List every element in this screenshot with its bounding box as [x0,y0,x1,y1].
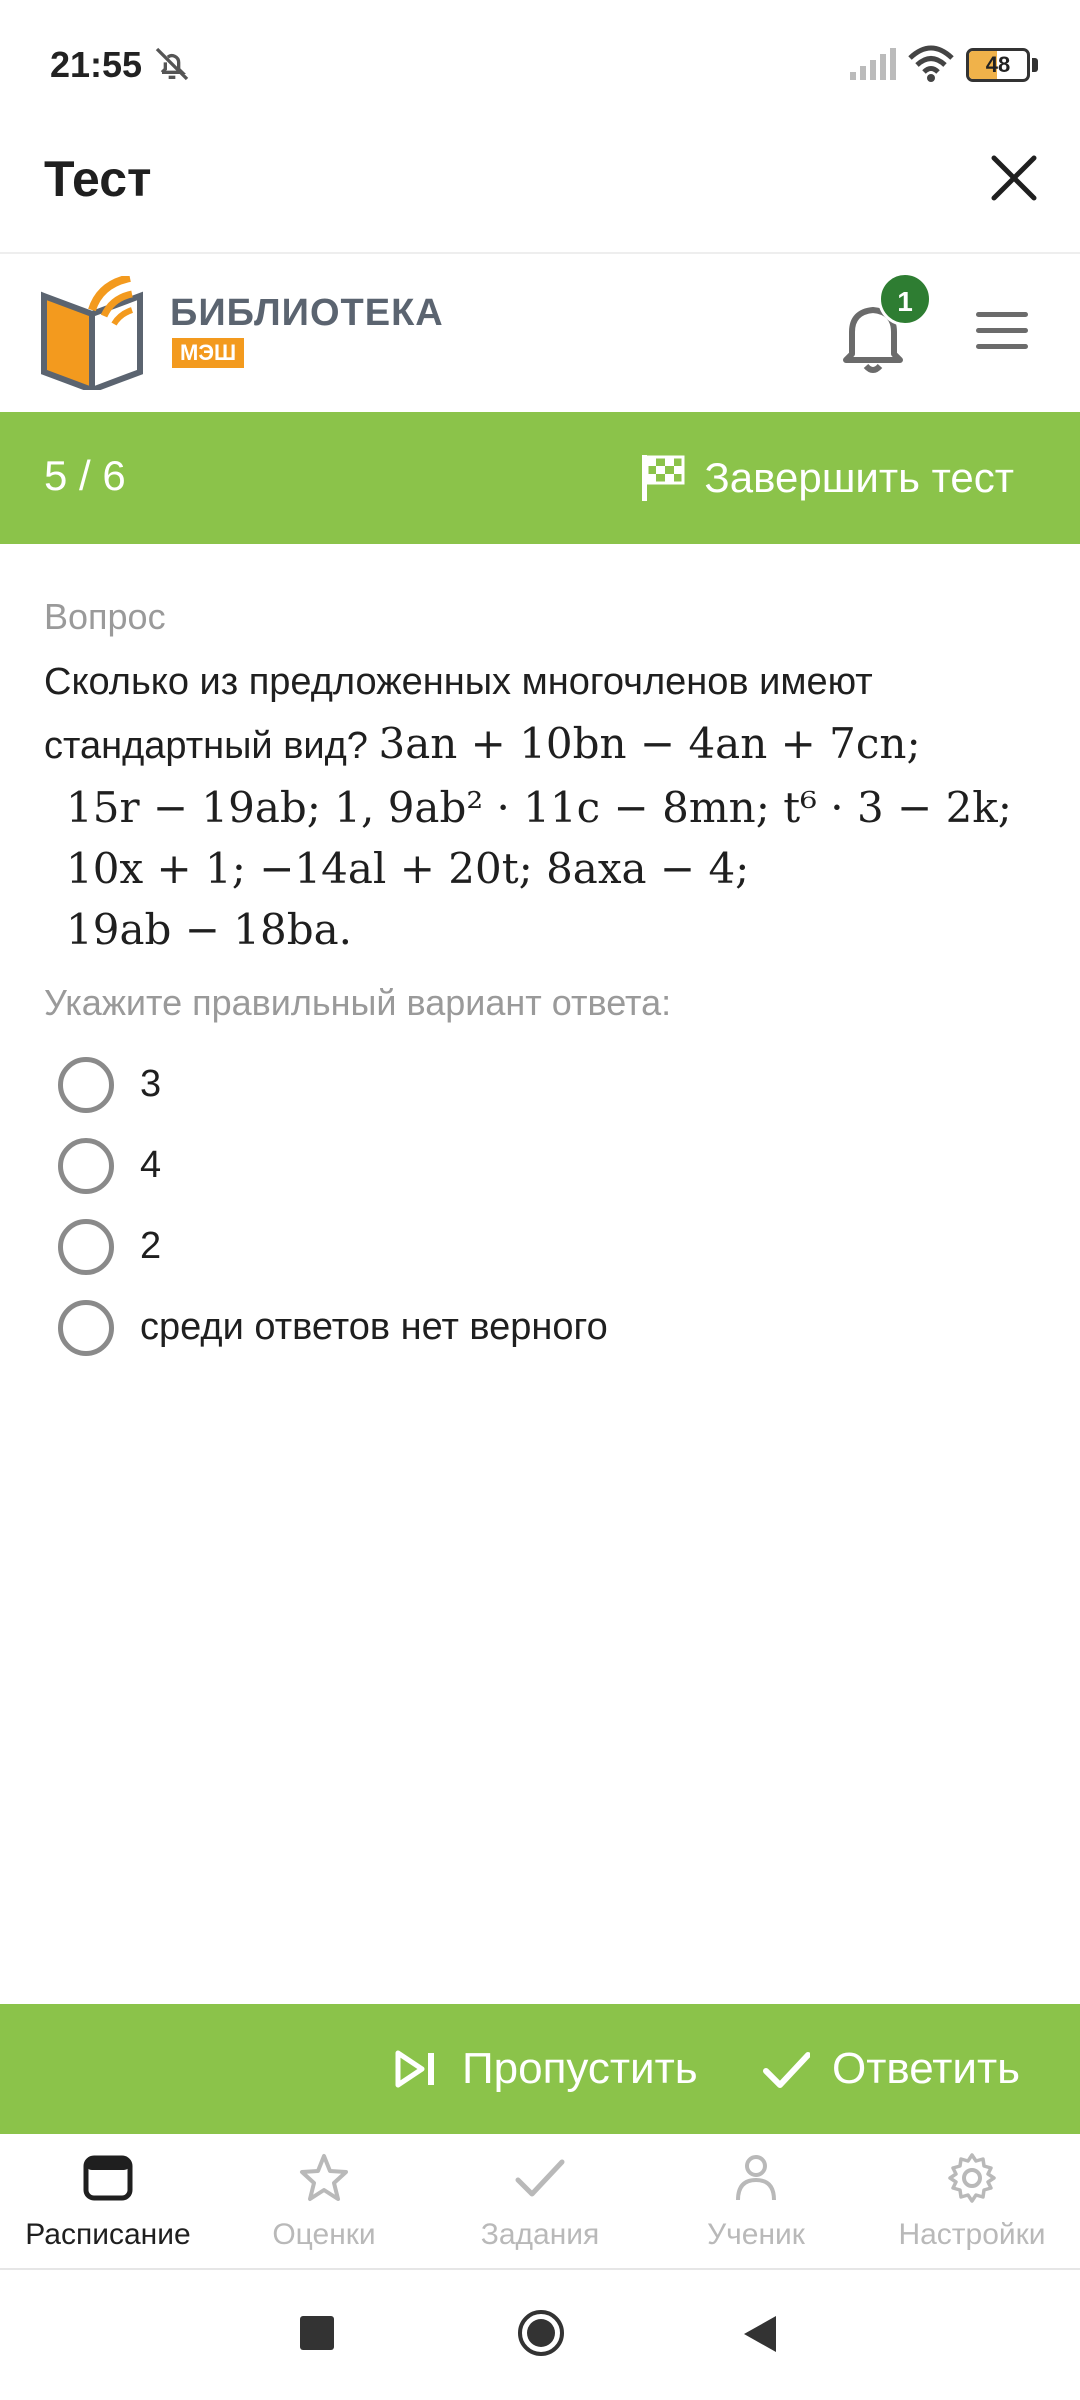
answer-button[interactable] [762,2038,1020,2100]
finish-test-label: Завершить тест [704,454,1014,501]
answer-instruction: Укажите правильный вариант ответа: [44,982,672,1023]
answer-option[interactable] [58,1044,1038,1125]
skip-button[interactable] [392,2038,698,2100]
nav-label: Расписание [25,2218,191,2251]
calendar-icon [82,2152,134,2204]
answer-option[interactable] [58,1287,1038,1368]
signal-icon [848,48,896,82]
nav-label: Задания [480,2218,600,2251]
radio-button[interactable] [58,1300,114,1356]
nav-item-settings[interactable] [864,2134,1080,2270]
menu-icon[interactable] [976,312,1032,356]
nav-label: Оценки [272,2218,376,2251]
checkered-flag-icon [640,453,686,503]
bell-off-icon [152,44,192,84]
skip-next-icon [392,2045,440,2093]
answer-label: Ответить [832,2044,1021,2093]
wifi-icon [906,44,956,84]
answer-option[interactable] [58,1206,1038,1287]
nav-item-schedule[interactable] [0,2134,216,2270]
question-text [44,652,1044,960]
math-expression-2: 15r − 19ab; 1, 9ab² · 11c − 8mn; t⁶ · 3 − 2k; [66,783,1012,832]
answer-options [58,1044,1038,1368]
check-icon [762,2045,810,2093]
option-label: 4 [140,1144,162,1186]
person-icon [730,2152,782,2204]
nav-item-student[interactable] [648,2134,864,2270]
system-nav-bar [0,2272,1080,2400]
close-icon[interactable] [986,150,1042,206]
question-block [44,596,1044,960]
nav-label: Ученик [707,2218,805,2251]
status-time: 21:55 [50,44,143,85]
question-prompt: Сколько из предложенных многочленов имеют стандартный вид? [44,661,873,767]
nav-item-tasks[interactable] [432,2134,648,2270]
library-bar [0,256,1080,410]
option-label: 2 [140,1225,162,1267]
notification-badge: 1 [878,272,932,326]
battery-indicator [966,48,1038,82]
action-bar [0,2004,1080,2134]
home-button[interactable] [516,2308,566,2358]
question-counter: 5 / 6 [44,452,126,499]
answer-option[interactable] [58,1125,1038,1206]
page-title: Тест [44,151,152,207]
skip-label: Пропустить [462,2044,698,2093]
app-header [0,120,1080,254]
status-bar [0,0,1080,120]
bottom-nav [0,2134,1080,2270]
radio-button[interactable] [58,1138,114,1194]
nav-label: Настройки [898,2218,1046,2251]
radio-button[interactable] [58,1057,114,1113]
question-heading: Вопрос [44,596,166,637]
library-logo [40,276,150,390]
nav-item-grades[interactable] [216,2134,432,2270]
option-label: 3 [140,1063,162,1105]
library-name: БИБЛИОТЕКА [170,292,444,334]
star-icon [298,2152,350,2204]
progress-bar [0,412,1080,544]
math-expression-4: 19ab − 18ba. [66,905,352,954]
library-sub: МЭШ [172,338,244,368]
finish-test-button[interactable] [640,448,1014,508]
option-label: среди ответов нет верного [140,1306,608,1348]
math-expression-3: 10x + 1; −14al + 20t; 8axa − 4; [66,844,750,893]
math-expression-1: 3an + 10bn − 4an + 7cn; [378,719,921,768]
check-icon [514,2152,566,2204]
back-button[interactable] [742,2314,778,2354]
gear-icon [946,2152,998,2204]
battery-percent: 48 [985,52,1011,77]
radio-button[interactable] [58,1219,114,1275]
recents-button[interactable] [300,2316,334,2350]
